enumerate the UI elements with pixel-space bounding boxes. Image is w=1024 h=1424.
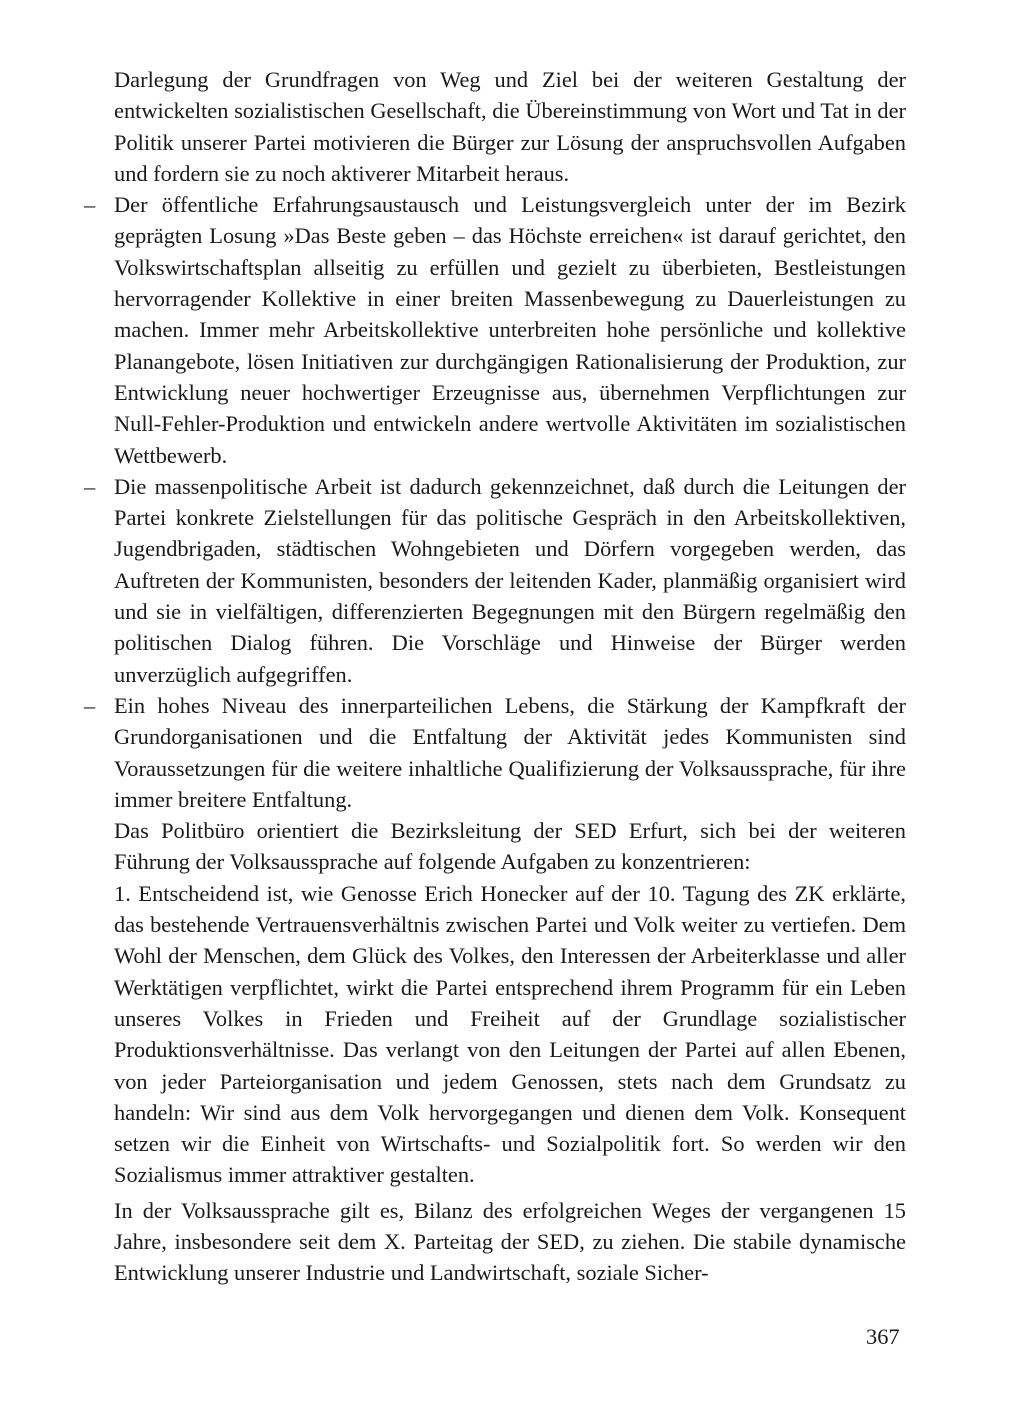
dash-bullet: – [84,692,96,718]
body-text [84,64,906,1289]
list-item-text: Ein hohes Niveau des innerparteilichen Lebens, die Stärkung der Kampfkraft der Grundorganisationen und die Entfaltung der Aktivität jedes Kommunisten sind Voraussetzungen für die weitere inhaltliche Qualifizierung der Volksaussprache, für ihre immer breitere Entfaltung. [114,692,906,812]
list-item [84,690,906,815]
dash-bullet: – [84,192,96,218]
page-number: 367 [866,1324,900,1349]
closing-paragraph: In der Volksaussprache gilt es, Bilanz des erfolgreichen Weges der vergangenen 15 Jahre, insbesondere seit dem X. Parteitag der SED, zu ziehen. Die stabile dynamische Entwicklung unserer Industrie und Landwirtschaft, soziale Sicher- [114,1197,906,1286]
politburo-paragraph: Das Politbüro orientiert die Bezirksleitung der SED Erfurt, sich bei der weiteren Führung der Volksaussprache auf folgende Aufgaben zu konzentrieren: [114,818,906,875]
list-item-text: Die massenpolitische Arbeit ist dadurch gekennzeichnet, daß durch die Leitungen der Partei konkrete Zielstellungen für das politische Gespräch in den Arbeitskollektiven, Jugendbrigaden, städtischen Wohngebieten und Dörfern vorgegeben werden, das Auftreten der Kommunisten, besonders der leitenden Kader, planmäßig organisiert wird und sie in vielfältigen, differenzierten Begegnungen mit den Bürgern regelmäßig den politischen Dialog führen. Die Vorschläge und Hinweise der Bürger werden unverzüglich aufgegriffen. [114,473,906,687]
dash-bullet: – [84,473,96,499]
intro-paragraph: Darlegung der Grundfragen von Weg und Ziel bei der weiteren Gestaltung der entwickelten sozialistischen Gesellschaft, die Übereinstimmung von Wort und Tat in der Politik unserer Partei motivieren die Bürger zur Lösung der anspruchsvollen Aufgaben und fordern sie zu noch aktiverer Mitarbeit heraus. [114,67,906,186]
list-item-text: Der öffentliche Erfahrungsaustausch und Leistungsvergleich unter der im Bezirk geprägten Losung »Das Beste geben – das Höchste erreichen« ist darauf gerichtet, den Volkswirtschaftsplan allseitig zu erfüllen und gezielt zu überbieten, Bestleistungen hervorragender Kollektive in einer breiten Massenbewegung zu Dauerleistungen zu machen. Immer mehr Arbeitskollektive unterbreiten hohe persönliche und kollektive Planangebote, lösen Initiativen zur durchgängigen Rationalisierung der Produktion, zur Entwicklung neuer hochwertiger Erzeugnisse aus, übernehmen Verpflichtungen zur Null-Fehler-Produktion und entwickeln andere wertvolle Aktivitäten im sozialistischen Wettbewerb. [114,192,906,468]
list-item [84,189,906,471]
point-one-paragraph: 1. Entscheidend ist, wie Genosse Erich Honecker auf der 10. Tagung des ZK erklärte, das bestehende Vertrauensverhältnis zwischen Partei und Volk weiter zu vertiefen. Dem Wohl der Menschen, dem Glück des Volkes, den Interessen der Arbeiterklasse und aller Werktätigen verpflichtet, wirkt die Partei entsprechend ihrem Programm für ein Leben unseres Volkes in Frieden und Freiheit auf der Grundlage sozialistischer Produktionsverhältnisse. Das verlangt von den Leitungen der Partei auf allen Ebenen, von jeder Parteiorganisation und jedem Genossen, stets nach dem Grundsatz zu handeln: Wir sind aus dem Volk hervorgegangen und dienen dem Volk. Konsequent setzen wir die Einheit von Wirtschafts- und Sozialpolitik fort. So werden wir den Sozialismus immer attraktiver gestalten. [114,880,906,1188]
list-item [84,471,906,690]
